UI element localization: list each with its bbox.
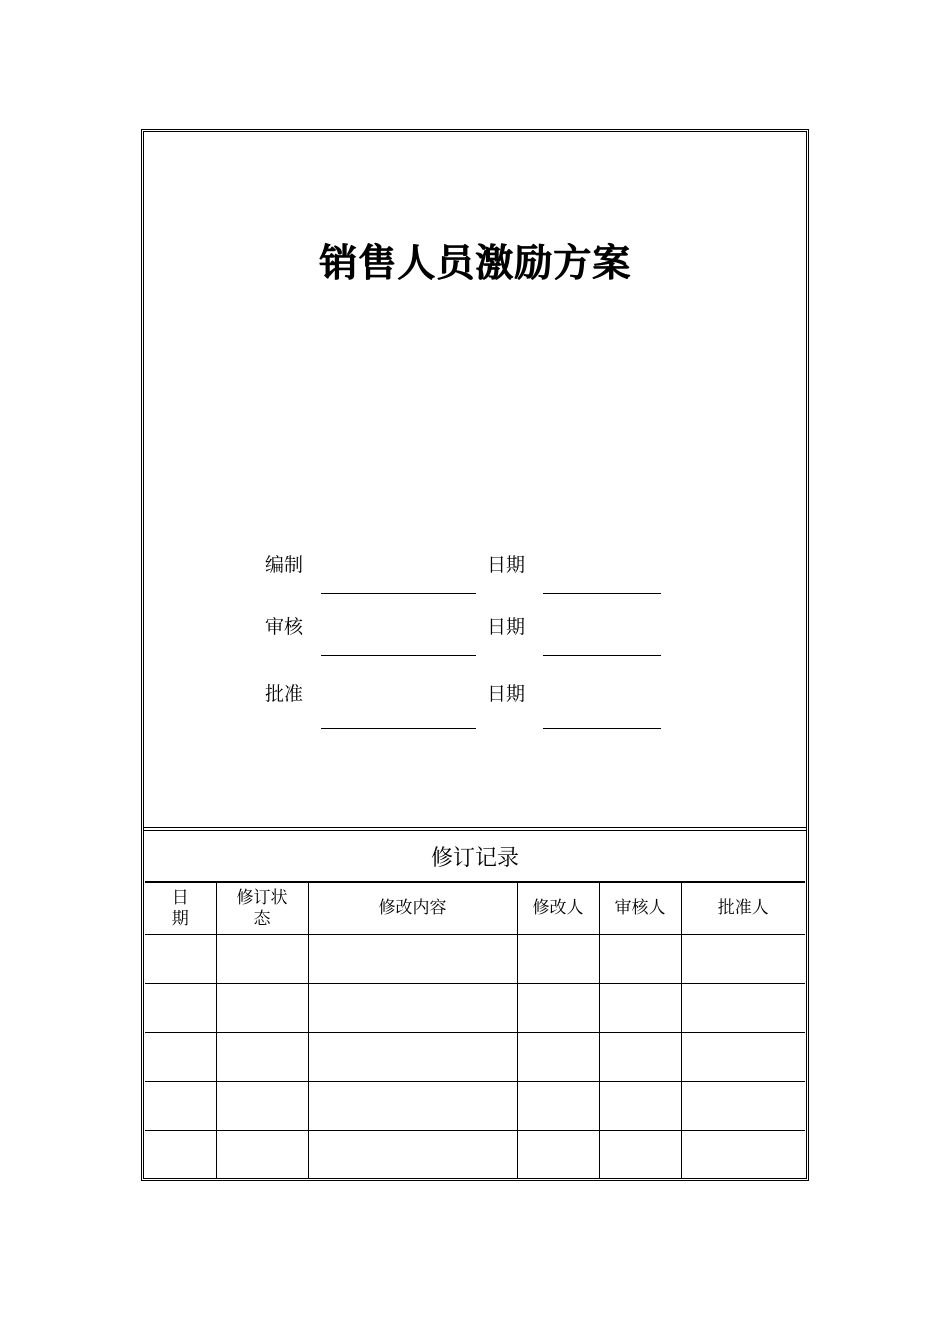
- table-cell[interactable]: [681, 1131, 805, 1180]
- section-divider: [144, 827, 806, 831]
- table-cell[interactable]: [145, 984, 216, 1033]
- document-title: 销售人员激励方案: [318, 241, 631, 285]
- table-row: [145, 1131, 805, 1180]
- table-cell[interactable]: [517, 1033, 599, 1082]
- table-cell[interactable]: [681, 935, 805, 984]
- table-row: [145, 1033, 805, 1082]
- table-cell[interactable]: [681, 1033, 805, 1082]
- signoff-date-label-1: 日期: [487, 554, 526, 576]
- table-cell[interactable]: [145, 1131, 216, 1180]
- column-header-modifier: 修改人: [517, 883, 599, 935]
- table-cell[interactable]: [599, 1082, 681, 1131]
- table-cell[interactable]: [599, 935, 681, 984]
- revision-title: 修订记录: [145, 832, 805, 882]
- signoff-line-compile: [321, 593, 476, 594]
- table-cell[interactable]: [145, 1082, 216, 1131]
- table-cell[interactable]: [308, 935, 517, 984]
- table-cell[interactable]: [308, 1131, 517, 1180]
- table-cell[interactable]: [145, 935, 216, 984]
- table-row: [145, 984, 805, 1033]
- signoff-date-line-2: [543, 655, 661, 656]
- table-cell[interactable]: [599, 1033, 681, 1082]
- column-header-status: 修订状 态: [216, 883, 308, 935]
- table-cell[interactable]: [599, 984, 681, 1033]
- signoff-role-compile: 编制: [265, 554, 304, 576]
- signoff-date-line-1: [543, 593, 661, 594]
- table-cell[interactable]: [517, 984, 599, 1033]
- signoff-line-review: [321, 655, 476, 656]
- table-cell[interactable]: [216, 1033, 308, 1082]
- signoff-date-label-2: 日期: [487, 616, 526, 638]
- revision-header-row: [145, 883, 805, 935]
- revision-table: [145, 882, 805, 1179]
- table-cell[interactable]: [216, 984, 308, 1033]
- table-cell[interactable]: [216, 1082, 308, 1131]
- signoff-role-review: 审核: [265, 616, 304, 638]
- table-cell[interactable]: [517, 935, 599, 984]
- table-cell[interactable]: [145, 1033, 216, 1082]
- table-cell[interactable]: [216, 935, 308, 984]
- signoff-role-approve: 批准: [265, 683, 304, 705]
- table-cell[interactable]: [517, 1131, 599, 1180]
- table-row: [145, 1082, 805, 1131]
- signoff-line-approve: [321, 728, 476, 729]
- signoff-date-label-3: 日期: [487, 683, 526, 705]
- table-row: [145, 935, 805, 984]
- table-cell[interactable]: [599, 1131, 681, 1180]
- table-cell[interactable]: [308, 1033, 517, 1082]
- column-header-content: 修改内容: [308, 883, 517, 935]
- column-header-reviewer: 审核人: [599, 883, 681, 935]
- table-cell[interactable]: [681, 1082, 805, 1131]
- table-cell[interactable]: [681, 984, 805, 1033]
- column-header-approver: 批准人: [681, 883, 805, 935]
- signoff-date-line-3: [543, 728, 661, 729]
- table-cell[interactable]: [216, 1131, 308, 1180]
- table-cell[interactable]: [517, 1082, 599, 1131]
- column-header-date: 日 期: [145, 883, 216, 935]
- table-cell[interactable]: [308, 1082, 517, 1131]
- table-cell[interactable]: [308, 984, 517, 1033]
